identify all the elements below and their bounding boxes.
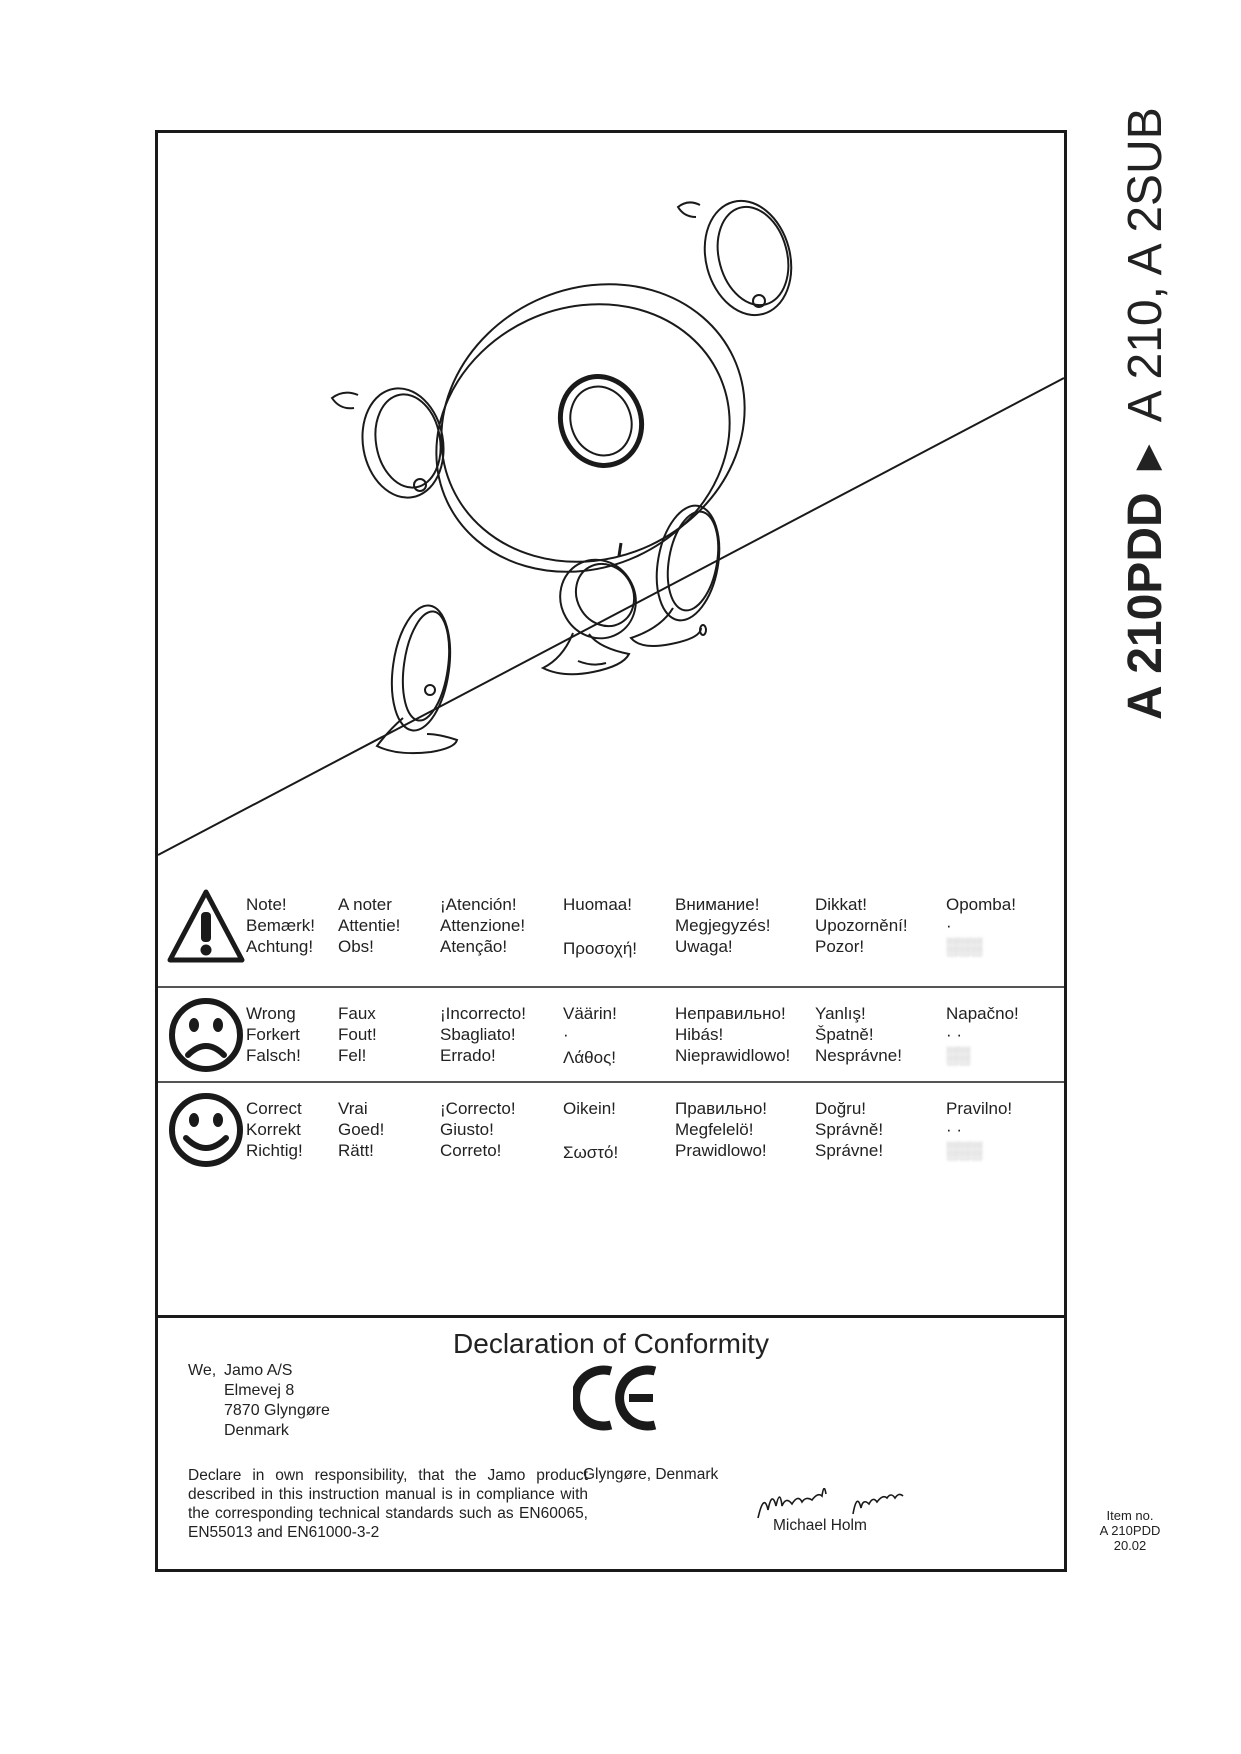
correct-col-7: Pravilno! · · ░░░ (946, 1099, 1013, 1160)
item-date: 20.02 (1113, 1538, 1147, 1553)
signer-name: Michael Holm (773, 1517, 867, 1534)
declaration-title: Declaration of Conformity (453, 1328, 769, 1359)
address-line: Elmevej 8 (224, 1382, 295, 1399)
item-number: A 210PDD (1099, 1523, 1161, 1538)
note-col-4: Huomaa! Προσοχή! (563, 895, 637, 958)
declaration-place: Glyngøre, Denmark (583, 1466, 719, 1483)
wrong-col-1: Wrong Forkert Falsch! (246, 1004, 301, 1065)
wrong-col-7: Napačno! · · ░░ (946, 1004, 1019, 1065)
correct-col-3: ¡Correcto! Giusto! Correto! (440, 1099, 516, 1160)
sad-face-icon (166, 995, 246, 1075)
warning-triangle-icon (166, 888, 246, 968)
declaration-statement: Declare in own responsibility, that the Jamo product described in this instruction manual is in compliance with the corresponding technical standards such as EN60065, EN55013 and EN61000-3-2 (188, 1467, 588, 1541)
note-col-3: ¡Atención! Attenzione! Atenção! (440, 895, 526, 956)
address-line: 7870 Glyngøre (224, 1402, 330, 1419)
wrong-col-4: Väärin! · Λάθος! (563, 1004, 617, 1067)
note-col-1: Note! Bemærk! Achtung! (246, 895, 315, 956)
wall-speaker-left (332, 382, 452, 504)
side-title (1118, 107, 1173, 720)
correct-col-2: Vrai Goed! Rätt! (338, 1099, 385, 1160)
model-number: A 210PDD (1119, 492, 1172, 720)
correct-col-4: Oikein! Σωστό! (563, 1099, 619, 1162)
arrow-right-icon: ▶ (1128, 444, 1166, 471)
floor-line (158, 378, 1064, 855)
subwoofer (392, 235, 790, 619)
note-col-5: Внимание! Megjegyzés! Uwaga! (675, 895, 771, 956)
address-line: Jamo A/S (224, 1362, 293, 1379)
speaker-illustration (158, 133, 1064, 969)
correct-col-1: Correct Korrekt Richtig! (246, 1099, 303, 1160)
row-separator (158, 986, 1064, 988)
ce-mark-icon (573, 1363, 663, 1433)
wrong-col-2: Faux Fout! Fel! (338, 1004, 377, 1065)
note-col-6: Dikkat! Upozornění! Pozor! (815, 895, 908, 956)
address-we: We, (188, 1362, 217, 1379)
note-col-7: Opomba! · ░░░ (946, 895, 1016, 956)
wall-speaker-right (678, 191, 804, 325)
address-line: Denmark (224, 1422, 289, 1439)
instruction-frame (155, 130, 1067, 1572)
declaration-divider (158, 1315, 1064, 1318)
wrong-col-6: Yanlış! Špatně! Nesprávne! (815, 1004, 902, 1065)
row-separator (158, 1081, 1064, 1083)
item-info (1060, 1508, 1200, 1553)
wrong-col-5: Неправильно! Hibás! Nieprawidlowo! (675, 1004, 791, 1065)
correct-col-6: Doğru! Správně! Správne! (815, 1099, 884, 1160)
note-col-2: A noter Attentie! Obs! (338, 895, 401, 956)
applies-to-models: A 210, A 2SUB (1119, 107, 1172, 423)
correct-col-5: Правильно! Megfelelö! Prawidlowo! (675, 1099, 767, 1160)
floor-speaker-right (631, 501, 728, 646)
item-label: Item no. (1106, 1508, 1154, 1523)
wrong-col-3: ¡Incorrecto! Sbagliato! Errado! (440, 1004, 526, 1065)
floor-speaker-left (377, 602, 457, 753)
happy-face-icon (166, 1090, 246, 1170)
floor-speaker-middle (543, 546, 650, 674)
